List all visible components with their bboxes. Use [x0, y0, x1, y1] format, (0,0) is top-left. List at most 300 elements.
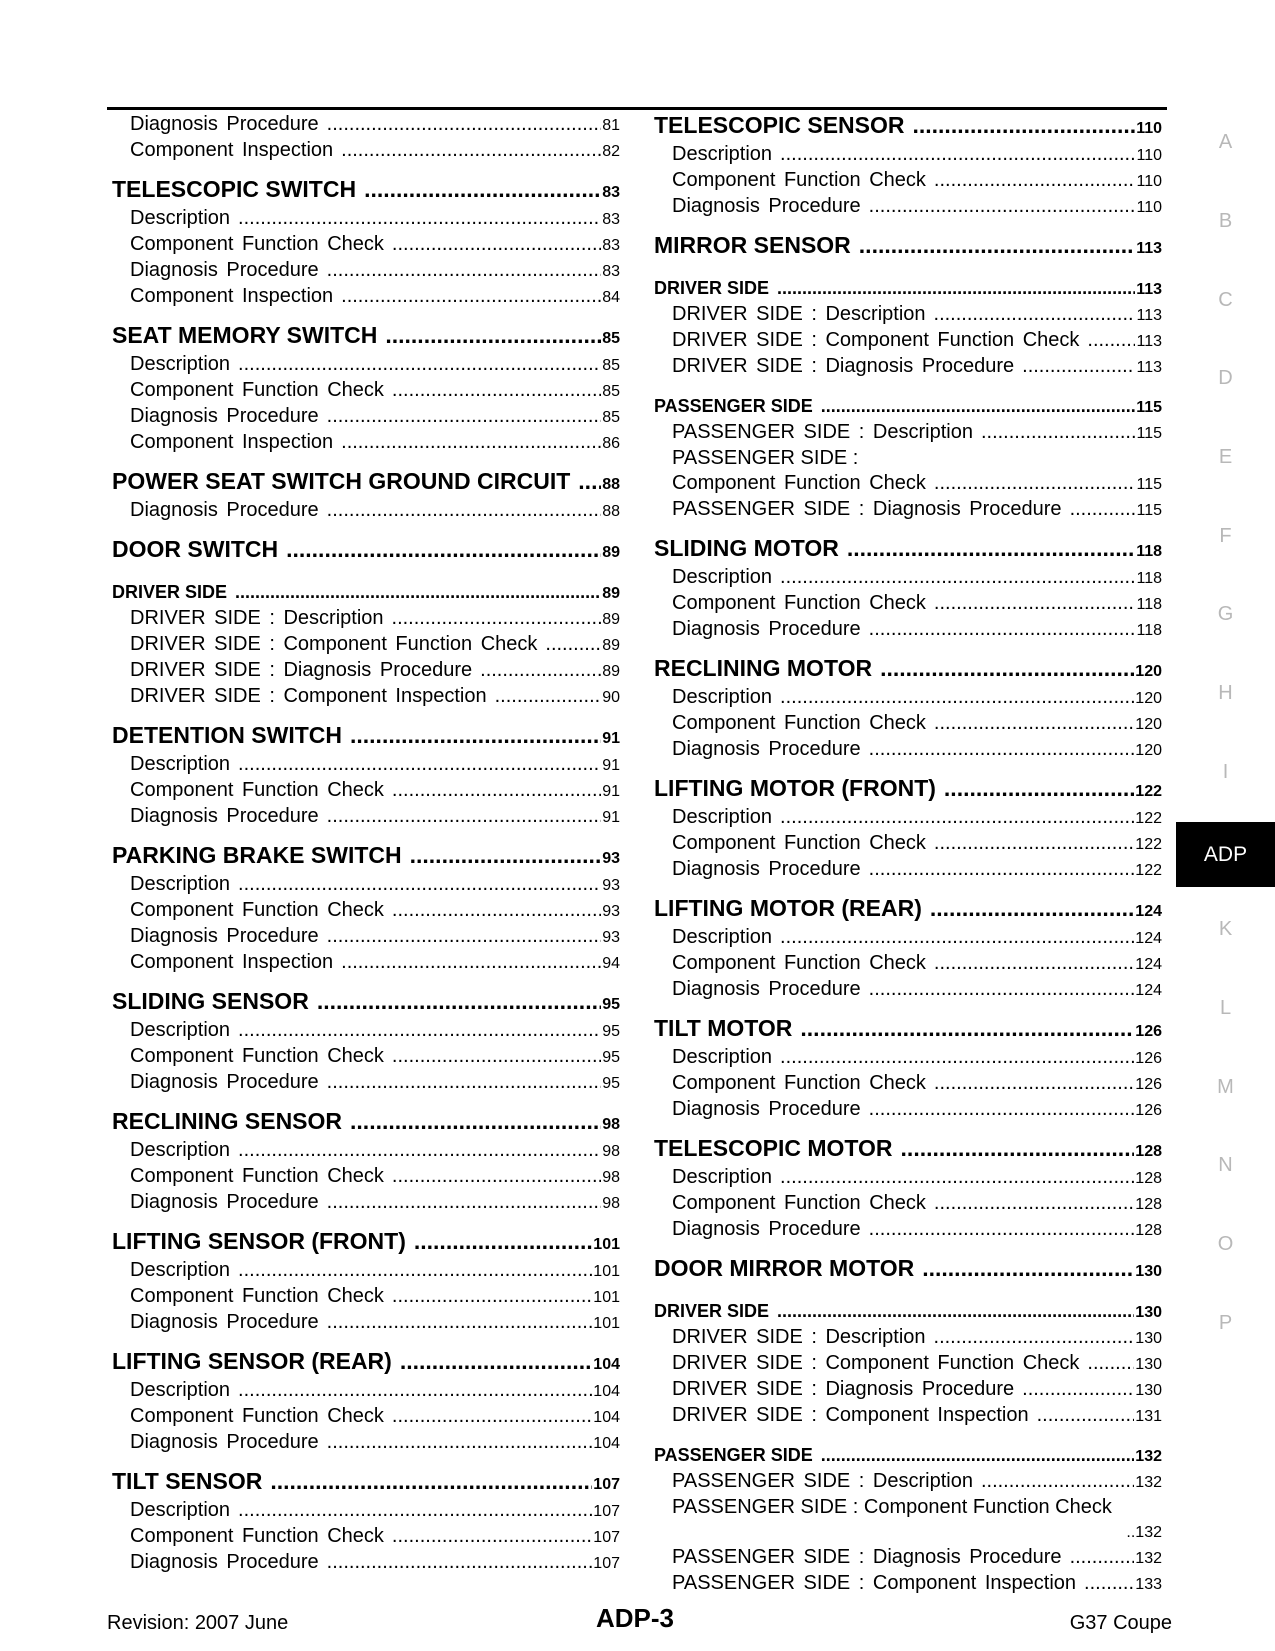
dot-leader: [317, 988, 601, 1014]
toc-page-number: 98: [602, 1195, 620, 1212]
toc-entry[interactable]: [112, 1378, 620, 1404]
toc-section-heading[interactable]: [654, 232, 1162, 262]
dot-leader: [327, 1310, 593, 1335]
toc-entry[interactable]: [112, 752, 620, 778]
toc-page-number: 94: [602, 955, 620, 972]
toc-entry-title: Description: [672, 926, 773, 948]
toc-page-number: 126: [1135, 1102, 1162, 1119]
toc-section-heading[interactable]: [112, 468, 620, 498]
dot-leader: [364, 176, 601, 202]
toc-entry[interactable]: [112, 498, 620, 524]
toc-section-heading[interactable]: [654, 655, 1162, 685]
section-tab-adp[interactable]: ADP: [1176, 822, 1275, 887]
toc-continuation-line[interactable]: ..132: [1126, 1524, 1162, 1541]
toc-entry[interactable]: [112, 1498, 620, 1524]
dot-leader: [410, 842, 602, 868]
toc-continuation-line[interactable]: PASSENGER SIDE :: [672, 447, 859, 469]
toc-entry[interactable]: [112, 1138, 620, 1164]
dot-leader: [238, 752, 601, 777]
toc-entry[interactable]: [654, 591, 1162, 617]
dot-leader: [327, 1190, 602, 1215]
toc-entry-title: Diagnosis Procedure: [130, 113, 319, 135]
toc-page-number: 122: [1135, 810, 1162, 827]
toc-entry[interactable]: [112, 404, 620, 430]
toc-entry[interactable]: [112, 378, 620, 404]
toc-entry[interactable]: [112, 778, 620, 804]
dot-leader: [392, 898, 601, 923]
toc-entry[interactable]: [654, 497, 1162, 523]
toc-section-heading[interactable]: [112, 722, 620, 752]
toc-entry[interactable]: [112, 950, 620, 976]
toc-page-number: 120: [1135, 690, 1162, 707]
toc-page-number: 104: [593, 1356, 620, 1373]
toc-entry[interactable]: [654, 1351, 1162, 1377]
toc-entry[interactable]: [654, 1191, 1162, 1217]
section-tab-b[interactable]: B: [1218, 210, 1233, 232]
toc-section-heading[interactable]: [654, 1015, 1162, 1045]
dot-leader: [934, 1191, 1134, 1216]
toc-page-number: 95: [602, 1075, 620, 1092]
toc-page-number: 118: [1136, 570, 1162, 587]
toc-page-number: 113: [1136, 281, 1162, 298]
toc-entry[interactable]: [654, 1403, 1162, 1429]
dot-leader: [392, 1404, 592, 1429]
toc-page-number: 82: [602, 143, 620, 160]
dot-leader: [350, 1108, 601, 1134]
dot-leader: [869, 977, 1135, 1002]
dot-leader: [392, 378, 601, 403]
toc-entry-title: Component Function Check: [130, 1045, 384, 1067]
toc-entry[interactable]: [654, 1071, 1162, 1097]
toc-entry-title: TELESCOPIC SWITCH: [112, 176, 357, 202]
dot-leader: [270, 1468, 592, 1494]
toc-entry[interactable]: [112, 112, 620, 138]
toc-page-number: 126: [1135, 1023, 1162, 1040]
toc-entry[interactable]: [654, 142, 1162, 168]
toc-subsection-heading[interactable]: [112, 580, 620, 606]
dot-leader: [821, 1443, 1135, 1467]
toc-entry[interactable]: [112, 232, 620, 258]
dot-leader: [238, 1498, 592, 1523]
dot-leader: [392, 232, 601, 257]
dot-leader: [922, 1255, 1134, 1281]
dot-leader: [238, 206, 601, 231]
dot-leader: [780, 565, 1135, 590]
toc-entry-title: RECLINING MOTOR: [654, 655, 873, 681]
toc-entry-title: MIRROR SENSOR: [654, 232, 851, 258]
toc-page-number: 118: [1136, 622, 1162, 639]
dot-leader: [901, 1135, 1135, 1161]
toc-page-number: 110: [1136, 120, 1162, 137]
toc-subsection-heading[interactable]: [654, 394, 1162, 420]
toc-page-number: 95: [602, 996, 620, 1013]
toc-entry-title: Description: [130, 207, 231, 229]
toc-entry-title: Component Function Check: [130, 1285, 384, 1307]
toc-page-number: 126: [1135, 1050, 1162, 1067]
dot-leader: [392, 1524, 592, 1549]
toc-subsection-heading[interactable]: [654, 276, 1162, 302]
dot-leader: [392, 1284, 592, 1309]
section-tab-p[interactable]: P: [1218, 1312, 1233, 1334]
toc-entry-title: Diagnosis Procedure: [130, 805, 319, 827]
dot-leader: [847, 535, 1135, 561]
toc-page-number: 122: [1135, 862, 1162, 879]
toc-entry-title: DRIVER SIDE : Diagnosis Procedure: [130, 659, 473, 681]
toc-entry[interactable]: [112, 1404, 620, 1430]
toc-entry[interactable]: [654, 831, 1162, 857]
dot-leader: [235, 580, 601, 604]
toc-entry[interactable]: [112, 284, 620, 310]
toc-entry-title: PASSENGER SIDE: [654, 1445, 813, 1465]
toc-section-heading[interactable]: [112, 176, 620, 206]
toc-subsection-heading[interactable]: [654, 1299, 1162, 1325]
toc-entry-title: Component Function Check: [672, 1072, 926, 1094]
toc-entry[interactable]: [112, 258, 620, 284]
toc-page-number: 124: [1135, 956, 1162, 973]
toc-entry[interactable]: [112, 1018, 620, 1044]
dot-leader: [1022, 354, 1135, 379]
toc-entry[interactable]: [654, 711, 1162, 737]
toc-entry[interactable]: [112, 684, 620, 710]
section-tab-m[interactable]: M: [1217, 1076, 1234, 1098]
toc-subsection-heading[interactable]: [654, 1443, 1162, 1469]
toc-page-number: 110: [1136, 173, 1162, 190]
toc-page-number: 101: [593, 1315, 620, 1332]
toc-entry-title: Description: [672, 1046, 773, 1068]
toc-page-number: 83: [602, 237, 620, 254]
section-tab-a[interactable]: A: [1218, 131, 1233, 153]
toc-entry[interactable]: [654, 737, 1162, 763]
toc-page-number: 104: [593, 1383, 620, 1400]
toc-entry-title: Component Function Check: [672, 1192, 926, 1214]
toc-entry-title: DRIVER SIDE: [654, 278, 770, 298]
section-tab-i[interactable]: I: [1222, 761, 1229, 783]
toc-page-number: 132: [1135, 1474, 1162, 1491]
toc-entry[interactable]: [654, 1325, 1162, 1351]
toc-entry[interactable]: [654, 1377, 1162, 1403]
toc-entry-title: PASSENGER SIDE : Component Inspection: [672, 1572, 1077, 1594]
toc-entry[interactable]: [112, 658, 620, 684]
section-tab-d[interactable]: D: [1218, 367, 1233, 389]
toc-right-column: [654, 112, 1162, 1597]
toc-entry[interactable]: [654, 168, 1162, 194]
toc-page-number: 107: [593, 1476, 620, 1493]
toc-entry[interactable]: [654, 420, 1162, 446]
toc-entry-title: Diagnosis Procedure: [672, 858, 861, 880]
dot-leader: [859, 232, 1135, 258]
toc-page-number: 110: [1136, 199, 1162, 216]
toc-page-number: 91: [602, 757, 620, 774]
toc-page-number: 124: [1135, 903, 1162, 920]
toc-entry-title: SEAT MEMORY SWITCH: [112, 322, 378, 348]
toc-entry-title: Diagnosis Procedure: [672, 738, 861, 760]
dot-leader: [238, 352, 601, 377]
toc-entry[interactable]: [654, 1045, 1162, 1071]
dot-leader: [800, 1015, 1134, 1041]
dot-leader: [780, 805, 1134, 830]
dot-leader: [1087, 1351, 1134, 1376]
toc-page-number: 115: [1136, 502, 1162, 519]
section-tab-o[interactable]: O: [1217, 1233, 1234, 1255]
dot-leader: [286, 536, 601, 562]
toc-continuation-line[interactable]: PASSENGER SIDE : Component Function Check: [672, 1496, 1112, 1518]
toc-entry[interactable]: [654, 1545, 1162, 1571]
toc-entry-title: TELESCOPIC SENSOR: [654, 112, 905, 138]
toc-entry[interactable]: [654, 1165, 1162, 1191]
toc-entry-title: Description: [130, 353, 231, 375]
footer-model: G37 Coupe: [1069, 1612, 1172, 1634]
toc-entry[interactable]: [112, 430, 620, 456]
toc-page-number: 126: [1135, 1076, 1162, 1093]
toc-page-number: 128: [1135, 1196, 1162, 1213]
dot-leader: [869, 1097, 1135, 1122]
toc-page-number: 115: [1136, 425, 1162, 442]
toc-entry-title: PASSENGER SIDE : Diagnosis Procedure: [672, 1546, 1062, 1568]
toc-entry[interactable]: [654, 565, 1162, 591]
toc-entry[interactable]: [654, 1217, 1162, 1243]
dot-leader: [341, 950, 601, 975]
toc-entry-title: Component Function Check: [130, 1525, 384, 1547]
dot-leader: [780, 925, 1134, 950]
section-tab-h[interactable]: H: [1218, 682, 1233, 704]
dot-leader: [385, 322, 601, 348]
toc-page-number: 132: [1135, 1550, 1162, 1567]
toc-entry[interactable]: [112, 1044, 620, 1070]
toc-section-heading[interactable]: [654, 895, 1162, 925]
toc-page-number: 89: [602, 611, 620, 628]
toc-entry[interactable]: [654, 471, 1162, 497]
toc-entry-title: Description: [672, 686, 773, 708]
toc-entry-title: LIFTING SENSOR (FRONT): [112, 1228, 406, 1254]
dot-leader: [327, 404, 602, 429]
toc-page-number: 81: [602, 117, 620, 134]
toc-section-heading[interactable]: [112, 536, 620, 566]
toc-entry-title: Component Inspection: [130, 285, 334, 307]
dot-leader: [780, 142, 1135, 167]
toc-entry-title: Component Function Check: [672, 712, 926, 734]
toc-entry-title: Diagnosis Procedure: [130, 1311, 319, 1333]
toc-entry[interactable]: [112, 1284, 620, 1310]
dot-leader: [350, 722, 601, 748]
dot-leader: [238, 1018, 601, 1043]
toc-entry[interactable]: [112, 804, 620, 830]
toc-entry[interactable]: [112, 606, 620, 632]
toc-entry[interactable]: [112, 1310, 620, 1336]
dot-leader: [238, 1378, 592, 1403]
dot-leader: [327, 258, 602, 283]
toc-section-heading[interactable]: [112, 1108, 620, 1138]
dot-leader: [880, 655, 1134, 681]
toc-entry[interactable]: [112, 872, 620, 898]
toc-entry[interactable]: [654, 805, 1162, 831]
dot-leader: [934, 711, 1134, 736]
toc-section-heading[interactable]: [112, 842, 620, 872]
toc-page-number: 128: [1135, 1222, 1162, 1239]
toc-entry[interactable]: [112, 1524, 620, 1550]
dot-leader: [392, 1164, 601, 1189]
section-tab-c[interactable]: C: [1218, 289, 1233, 311]
toc-entry-title: Description: [672, 143, 773, 165]
toc-entry-title: Component Function Check: [130, 233, 384, 255]
toc-entry[interactable]: [112, 206, 620, 232]
toc-entry-title: Diagnosis Procedure: [672, 195, 861, 217]
toc-entry-title: TELESCOPIC MOTOR: [654, 1135, 893, 1161]
toc-page-number: 98: [602, 1169, 620, 1186]
toc-entry[interactable]: [654, 194, 1162, 220]
toc-page-number: 130: [1135, 1356, 1162, 1373]
toc-page-number: 113: [1136, 307, 1162, 324]
dot-leader: [238, 872, 601, 897]
toc-entry-title: Description: [130, 1499, 231, 1521]
dot-leader: [934, 302, 1136, 327]
toc-section-heading[interactable]: [112, 322, 620, 352]
toc-page-number: 113: [1136, 333, 1162, 350]
dot-leader: [341, 284, 601, 309]
toc-entry[interactable]: [112, 898, 620, 924]
toc-entry-title: DRIVER SIDE : Diagnosis Procedure: [672, 355, 1015, 377]
toc-entry[interactable]: [654, 857, 1162, 883]
toc-entry-title: Component Function Check: [130, 779, 384, 801]
dot-leader: [934, 471, 1136, 496]
toc-page-number: 89: [602, 585, 620, 602]
toc-page-number: 84: [602, 289, 620, 306]
section-tab-n[interactable]: N: [1218, 1154, 1233, 1176]
toc-entry[interactable]: [654, 302, 1162, 328]
dot-leader: [934, 168, 1136, 193]
toc-entry-title: DRIVER SIDE : Component Function Check: [672, 329, 1080, 351]
toc-entry[interactable]: [654, 685, 1162, 711]
dot-leader: [1084, 1571, 1134, 1596]
toc-entry-title: Component Inspection: [130, 139, 334, 161]
toc-entry-title: SLIDING MOTOR: [654, 535, 839, 561]
toc-section-heading[interactable]: [654, 1135, 1162, 1165]
dot-leader: [912, 112, 1135, 138]
toc-entry[interactable]: [112, 1430, 620, 1456]
toc-page-number: 90: [602, 689, 620, 706]
toc-entry-title: Component Function Check: [130, 1405, 384, 1427]
toc-page-number: 104: [593, 1435, 620, 1452]
toc-entry-title: Component Function Check: [130, 1165, 384, 1187]
toc-section-heading[interactable]: [112, 1468, 620, 1498]
toc-entry[interactable]: [654, 328, 1162, 354]
dot-leader: [981, 420, 1136, 445]
toc-page-number: 98: [602, 1116, 620, 1133]
toc-entry-title: Diagnosis Procedure: [672, 1218, 861, 1240]
toc-entry-title: DRIVER SIDE : Description: [672, 303, 926, 325]
dot-leader: [780, 1045, 1134, 1070]
section-tab-l[interactable]: L: [1219, 997, 1232, 1019]
section-tab-g[interactable]: G: [1217, 603, 1234, 625]
toc-section-heading[interactable]: [112, 988, 620, 1018]
toc-entry[interactable]: [112, 924, 620, 950]
toc-section-heading[interactable]: [654, 535, 1162, 565]
toc-entry[interactable]: [112, 1190, 620, 1216]
toc-entry[interactable]: [654, 1571, 1162, 1597]
toc-entry-title: DRIVER SIDE : Component Inspection: [672, 1404, 1029, 1426]
toc-page-number: 95: [602, 1023, 620, 1040]
dot-leader: [327, 498, 602, 523]
toc-entry-title: TILT MOTOR: [654, 1015, 793, 1041]
toc-page-number: 130: [1135, 1330, 1162, 1347]
footer-page-id: ADP-3: [596, 1603, 675, 1633]
toc-page-number: 133: [1135, 1576, 1162, 1593]
dot-leader: [934, 951, 1134, 976]
section-tab-e[interactable]: E: [1218, 446, 1233, 468]
toc-entry[interactable]: [112, 1550, 620, 1576]
toc-entry-title: Component Function Check: [672, 169, 926, 191]
toc-entry[interactable]: [112, 138, 620, 164]
toc-entry-title: Component Function Check: [130, 379, 384, 401]
toc-entry-title: Description: [130, 1019, 231, 1041]
toc-page-number: 104: [593, 1409, 620, 1426]
header-rule: [107, 107, 1167, 110]
dot-leader: [392, 606, 602, 631]
toc-entry[interactable]: [654, 925, 1162, 951]
toc-entry-title: Diagnosis Procedure: [130, 259, 319, 281]
toc-section-heading[interactable]: [654, 775, 1162, 805]
toc-section-heading[interactable]: [654, 1255, 1162, 1285]
toc-entry-title: Component Function Check: [672, 832, 926, 854]
toc-page-number: 85: [602, 383, 620, 400]
toc-entry-title: DRIVER SIDE: [654, 1301, 770, 1321]
dot-leader: [934, 1071, 1134, 1096]
toc-entry-title: LIFTING MOTOR (FRONT): [654, 775, 936, 801]
toc-entry-title: Component Inspection: [130, 431, 334, 453]
toc-section-heading[interactable]: [654, 112, 1162, 142]
toc-entry[interactable]: [112, 352, 620, 378]
toc-entry[interactable]: [654, 354, 1162, 380]
toc-entry-title: PASSENGER SIDE : Description: [672, 421, 973, 443]
dot-leader: [869, 194, 1136, 219]
dot-leader: [414, 1228, 592, 1254]
toc-page-number: 95: [602, 1049, 620, 1066]
section-tab-f[interactable]: F: [1219, 525, 1232, 547]
toc-entry[interactable]: [112, 632, 620, 658]
toc-entry-title: PASSENGER SIDE : Diagnosis Procedure: [672, 498, 1062, 520]
toc-entry-title: Diagnosis Procedure: [672, 978, 861, 1000]
toc-entry[interactable]: [112, 1258, 620, 1284]
toc-entry[interactable]: [112, 1164, 620, 1190]
toc-entry[interactable]: [654, 1097, 1162, 1123]
toc-entry[interactable]: [654, 617, 1162, 643]
toc-entry-title: LIFTING SENSOR (REAR): [112, 1348, 392, 1374]
toc-entry-title: Diagnosis Procedure: [130, 1551, 319, 1573]
toc-entry-title: DRIVER SIDE: [112, 582, 228, 602]
toc-page-number: 93: [602, 850, 620, 867]
toc-page-number: 85: [602, 330, 620, 347]
dot-leader: [400, 1348, 592, 1374]
dot-leader: [869, 857, 1135, 882]
dot-leader: [1022, 1377, 1134, 1402]
toc-page-number: 128: [1135, 1143, 1162, 1160]
toc-page-number: 91: [602, 730, 620, 747]
toc-entry[interactable]: [654, 951, 1162, 977]
toc-entry[interactable]: [654, 1469, 1162, 1495]
toc-left-column: [112, 112, 620, 1576]
toc-entry[interactable]: [112, 1070, 620, 1096]
toc-page-number: 128: [1135, 1170, 1162, 1187]
toc-entry-title: DRIVER SIDE : Component Function Check: [672, 1352, 1080, 1374]
section-tab-k[interactable]: K: [1218, 918, 1233, 940]
toc-entry-title: Component Function Check: [672, 592, 926, 614]
toc-section-heading[interactable]: [112, 1348, 620, 1378]
toc-page-number: 101: [593, 1263, 620, 1280]
toc-entry-title: DRIVER SIDE : Diagnosis Procedure: [672, 1378, 1015, 1400]
toc-section-heading[interactable]: [112, 1228, 620, 1258]
toc-entry[interactable]: [654, 977, 1162, 1003]
dot-leader: [869, 737, 1135, 762]
dot-leader: [480, 658, 601, 683]
